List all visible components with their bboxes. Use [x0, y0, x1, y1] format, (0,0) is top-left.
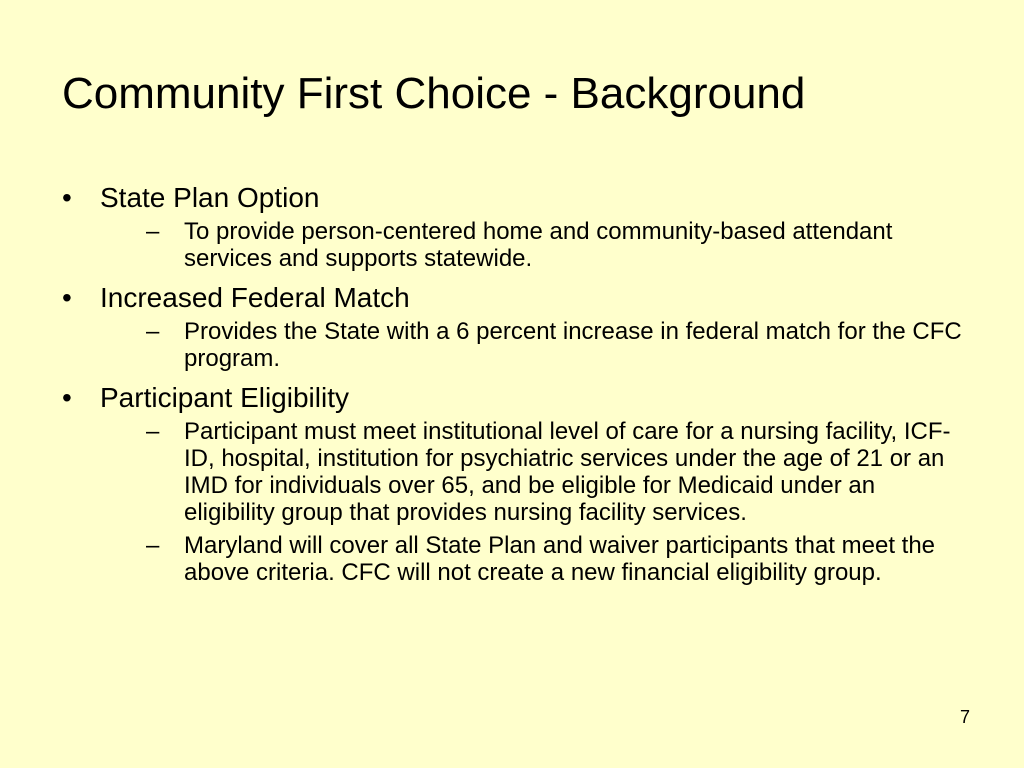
sub-bullet-list	[100, 218, 962, 272]
dash-icon: –	[146, 218, 160, 245]
sub-bullet-text: To provide person-centered home and community-based attendant services and supports statewide.	[184, 218, 893, 272]
sub-bullet-item	[146, 532, 962, 586]
bullet-text: Increased Federal Match	[100, 282, 410, 313]
bullet-text: State Plan Option	[100, 182, 320, 213]
bullet-icon: •	[62, 282, 72, 313]
bullet-item	[62, 280, 962, 372]
bullet-text: Participant Eligibility	[100, 382, 349, 413]
sub-bullet-text: Maryland will cover all State Plan and waiver participants that meet the above criteria. CFC will not create a new financial eligibility group.	[184, 532, 936, 586]
slide-title: Community First Choice - Background	[62, 69, 806, 118]
bullet-item	[62, 180, 962, 272]
bullet-item	[62, 380, 962, 586]
sub-bullet-text: Provides the State with a 6 percent increase in federal match for the CFC program.	[184, 318, 962, 372]
bullet-list	[62, 180, 962, 594]
sub-bullet-item	[146, 418, 962, 526]
sub-bullet-list	[100, 418, 962, 586]
dash-icon: –	[146, 532, 160, 559]
sub-bullet-list	[100, 318, 962, 372]
sub-bullet-item	[146, 318, 962, 372]
sub-bullet-text: Participant must meet institutional level of care for a nursing facility, ICF-ID, hospital, institution for psychiatric services under the age of 21 or an IMD for individuals over 65, and be eligible for Medicaid under an eligibility group that provides nursing facility services.	[184, 418, 951, 526]
dash-icon: –	[146, 318, 160, 345]
bullet-icon: •	[62, 382, 72, 413]
page-number: 7	[959, 707, 970, 727]
bullet-icon: •	[62, 182, 72, 213]
dash-icon: –	[146, 418, 160, 445]
sub-bullet-item	[146, 218, 962, 272]
